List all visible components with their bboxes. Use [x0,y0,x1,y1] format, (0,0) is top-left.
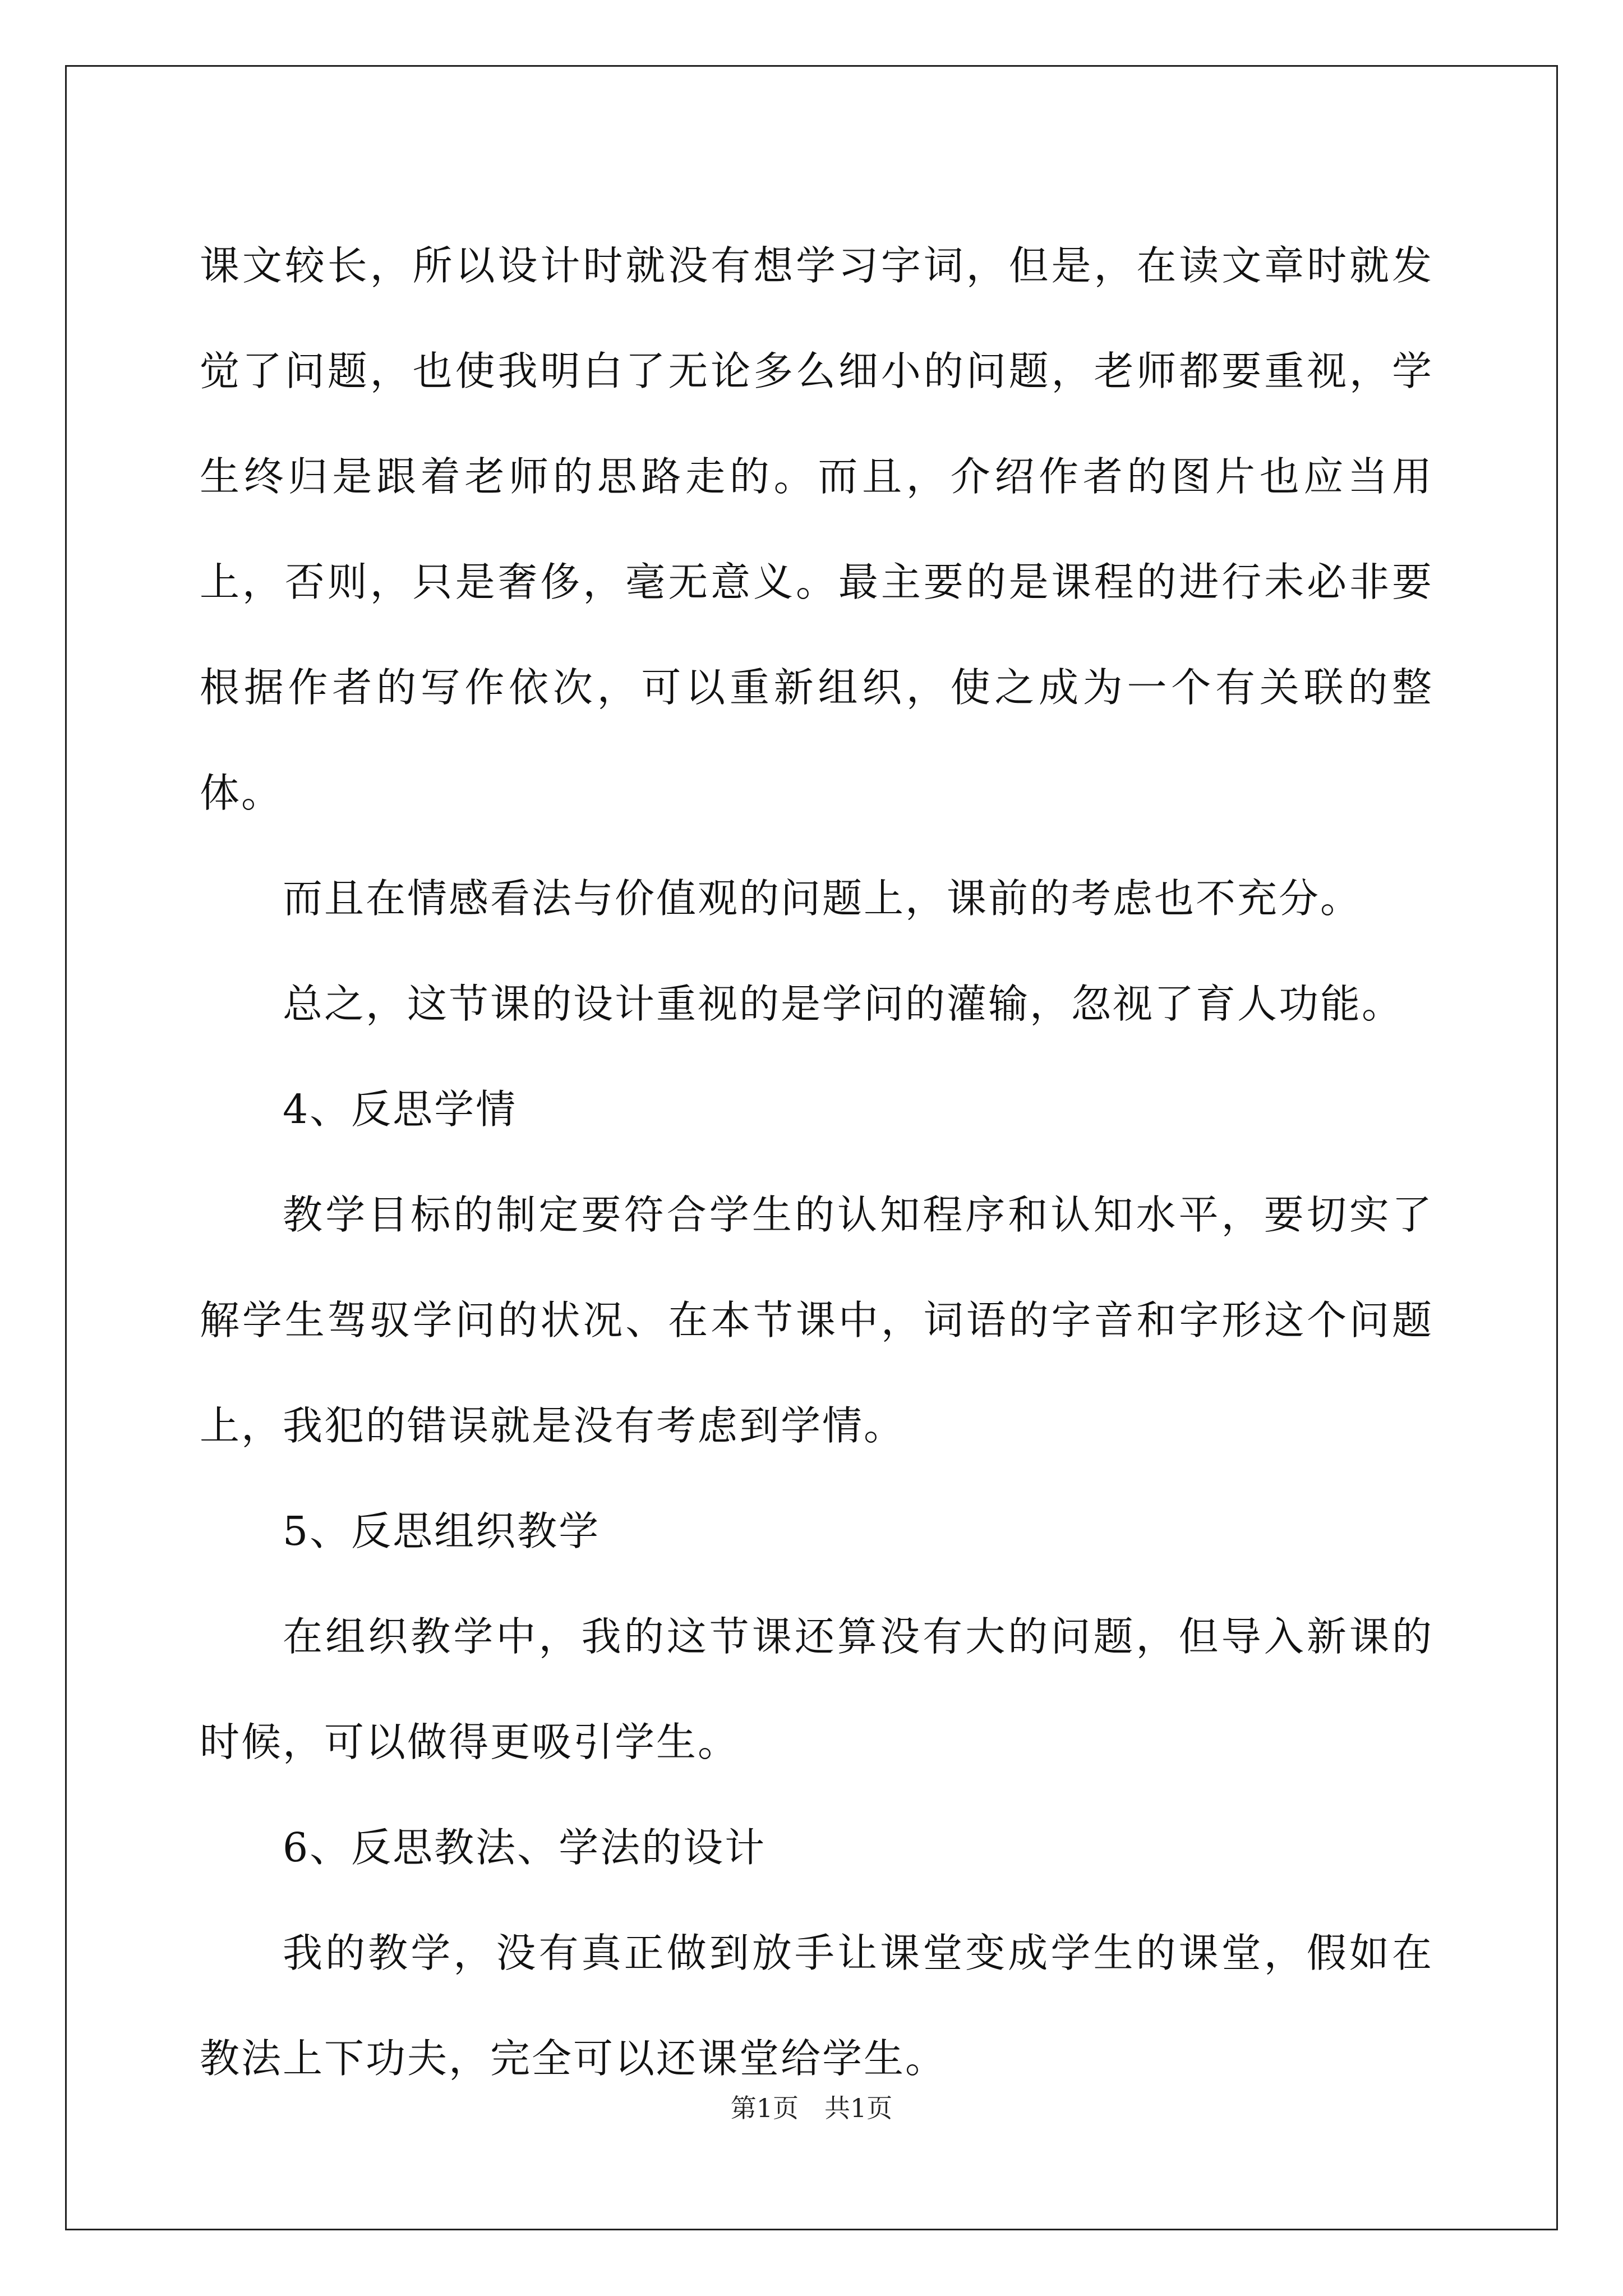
document-body [200,213,1433,2111]
paragraph-3: 总之，这节课的设计重视的是学问的灌输，忽视了育人功能。 [283,981,1404,1027]
paragraph-2: 而且在情感看法与价值观的问题上，课前的考虑也不充分。 [283,875,1362,922]
section-heading-4: 4、反思学情 [283,1086,518,1133]
paragraph-9: 我的教学，没有真正做到放手让课堂变成学生的课堂，假如在教法上下功夫，完全可以还课堂给学生。 [200,1930,1433,2082]
section-heading-6: 6、反思教法、学法的设计 [283,1824,767,1871]
paragraph-1: 课文较长，所以设计时就没有想学习字词，但是，在读文章时就发觉了问题，也使我明白了无论多么细小的问题，老师都要重视，学生终归是跟着老师的思路走的。而且，介绍作者的图片也应当用上，否则，只是奢侈，毫无意义。最主要的是课程的进行未必非要根据作者的写作依次，可以重新组织，使之成为一个有关联的整体。 [200,242,1433,816]
page-footer: 第1页 共1页 [730,2093,893,2123]
paragraph-7: 在组织教学中，我的这节课还算没有大的问题，但导入新课的时候，可以做得更吸引学生。 [200,1613,1433,1765]
section-heading-5: 5、反思组织教学 [283,1508,601,1554]
paragraph-5: 教学目标的制定要符合学生的认知程序和认知水平，要切实了解学生驾驭学问的状况、在本节课中，词语的字音和字形这个问题上，我犯的错误就是没有考虑到学情。 [200,1191,1433,1449]
